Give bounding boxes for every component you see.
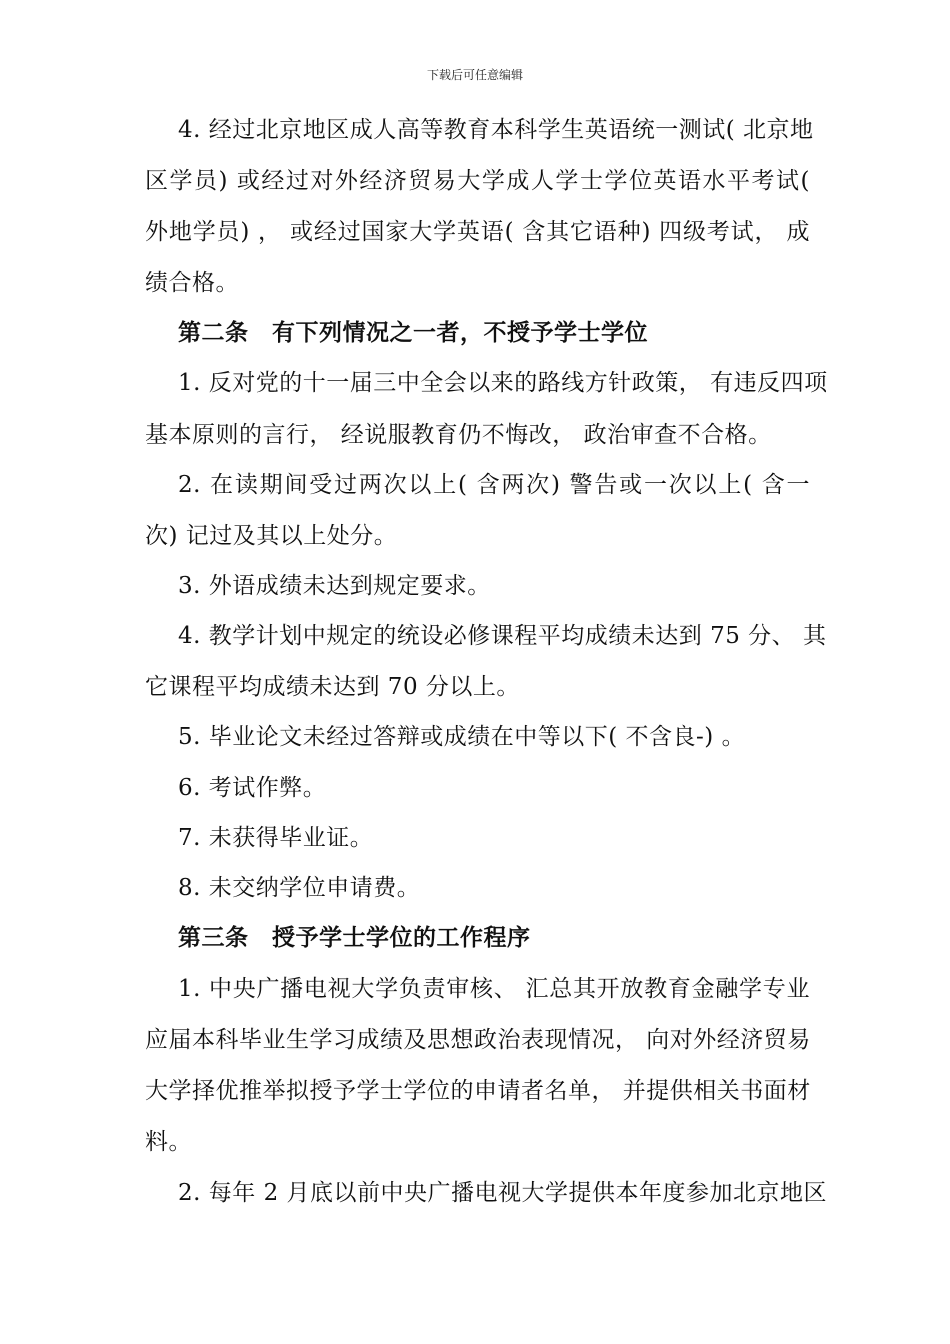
paragraph-line: 8. 未交纳学位申请费。 bbox=[178, 875, 421, 901]
paragraph-line: 料。 bbox=[145, 1129, 192, 1155]
paragraph-line: 4. 教学计划中规定的统设必修课程平均成绩未达到 75 分、 其 bbox=[178, 623, 827, 649]
paragraph-line: 6. 考试作弊。 bbox=[178, 775, 327, 801]
paragraph-line: 7. 未获得毕业证。 bbox=[178, 825, 374, 851]
paragraph-line: 3. 外语成绩未达到规定要求。 bbox=[178, 573, 491, 599]
paragraph-line: 1. 中央广播电视大学负责审核、 汇总其开放教育金融学专业 bbox=[178, 976, 810, 1002]
paragraph-line: 1. 反对党的十一届三中全会以来的路线方针政策， 有违反四项 bbox=[178, 370, 828, 396]
paragraph-line: 基本原则的言行， 经说服教育仍不悔改， 政治审查不合格。 bbox=[145, 422, 772, 448]
paragraph-line: 2. 每年 2 月底以前中央广播电视大学提供本年度参加北京地区 bbox=[178, 1180, 828, 1206]
paragraph-line: 次) 记过及其以上处分。 bbox=[145, 523, 398, 549]
paragraph-line: 外地学员) ， 或经过国家大学英语( 含其它语种) 四级考试， 成 bbox=[145, 219, 810, 245]
paragraph-line: 5. 毕业论文未经过答辩或成绩在中等以下( 不含良-) 。 bbox=[178, 724, 746, 750]
paragraph-line: 4. 经过北京地区成人高等教育本科学生英语统一测试( 北京地 bbox=[178, 117, 814, 143]
paragraph-line: 2. 在读期间受过两次以上( 含两次) 警告或一次以上( 含一 bbox=[178, 472, 810, 498]
header-note: 下载后可任意编辑 bbox=[426, 68, 523, 82]
paragraph-line: 大学择优推举拟授予学士学位的申请者名单， 并提供相关书面材 bbox=[145, 1078, 811, 1104]
section-heading: 第三条 授予学士学位的工作程序 bbox=[178, 924, 531, 951]
paragraph-line: 区学员) 或经过对外经济贸易大学成人学士学位英语水平考试( bbox=[145, 168, 810, 194]
paragraph-line: 它课程平均成绩未达到 70 分以上。 bbox=[145, 674, 520, 700]
section-heading: 第二条 有下列情况之一者，不授予学士学位 bbox=[178, 319, 648, 346]
paragraph-line: 应届本科毕业生学习成绩及思想政治表现情况， 向对外经济贸易 bbox=[145, 1027, 811, 1053]
paragraph-line: 绩合格。 bbox=[145, 270, 239, 296]
